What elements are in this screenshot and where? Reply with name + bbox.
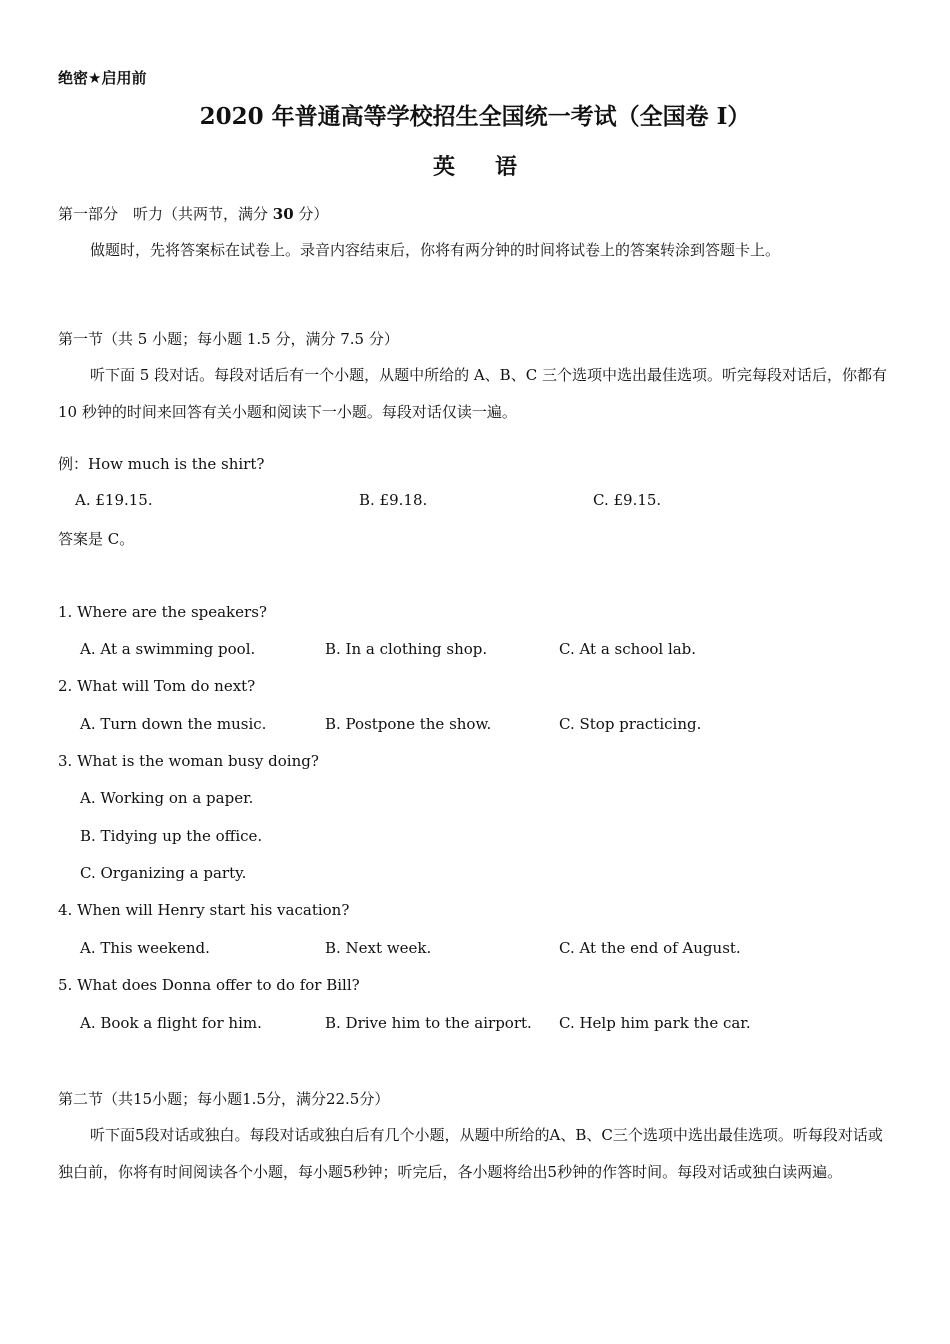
q5-option-c: C. Help him park the car. (559, 1014, 751, 1032)
q3-option-a: A. Working on a paper. (80, 789, 254, 807)
question-1: 1. Where are the speakers? (58, 603, 267, 621)
exam-title: 2020 年普通高等学校招生全国统一考试（全国卷 I） (199, 103, 751, 130)
q4-option-b: B. Next week. (325, 939, 432, 957)
question-2: 2. What will Tom do next? (58, 677, 256, 695)
q4-option-a: A. This weekend. (80, 939, 210, 957)
question-5: 5. What does Donna offer to do for Bill? (58, 976, 360, 994)
part1-heading-prefix: 第一部分 听力（共两节，满分 (58, 205, 273, 223)
part1-instruction: 做题时，先将答案标在试卷上。录音内容结束后，你将有两分钟的时间将试卷上的答案转涂到答题卡上。 (90, 241, 781, 259)
q1-option-a: A. At a swimming pool. (80, 640, 256, 658)
confidential-label: 绝密★启用前 (58, 69, 147, 87)
q1-option-b: B. In a clothing shop. (325, 640, 488, 658)
example-question: 例：How much is the shirt? (58, 455, 265, 473)
part1-heading-score: 30 (272, 205, 294, 223)
q3-option-c: C. Organizing a party. (80, 864, 247, 882)
q4-option-c: C. At the end of August. (559, 939, 741, 957)
part1-heading-suffix: 分） (293, 205, 329, 223)
example-answer: 答案是 C。 (58, 530, 135, 548)
part1-heading (58, 203, 328, 224)
example-option-b: B. £9.18. (359, 491, 428, 509)
section1-heading: 第一节（共 5 小题；每小题 1.5 分，满分 7.5 分） (58, 330, 399, 348)
question-4: 4. When will Henry start his vacation? (58, 901, 350, 919)
q2-option-b: B. Postpone the show. (325, 715, 492, 733)
q1-option-c: C. At a school lab. (559, 640, 697, 658)
section2-heading: 第二节（共15小题；每小题1.5分，满分22.5分） (58, 1090, 390, 1108)
q2-option-c: C. Stop practicing. (559, 715, 702, 733)
subject-title: 英语 (432, 154, 557, 180)
section2-instruction: 听下面5段对话或独白。每段对话或独白后有几个小题，从题中所给的A、B、C三个选项中选出最佳选项。听每段对话或独白前，你将有时间阅读各个小题，每小题5秒钟；听完后，各小题将给出5秒钟的作答时间。每段对话或独白读两遍。 (58, 1126, 883, 1181)
section1-instruction: 听下面 5 段对话。每段对话后有一个小题，从题中所给的 A、B、C 三个选项中选出最佳选项。听完每段对话后，你都有 10 秒钟的时间来回答有关小题和阅读下一小题。每段对话仅读一遍。 (58, 366, 887, 421)
example-option-c: C. £9.15. (593, 491, 662, 509)
example-option-a: A. £19.15. (75, 491, 153, 509)
question-3: 3. What is the woman busy doing? (58, 752, 319, 770)
q5-option-b: B. Drive him to the airport. (325, 1014, 532, 1032)
q3-option-b: B. Tidying up the office. (80, 827, 263, 845)
q5-option-a: A. Book a flight for him. (80, 1014, 262, 1032)
q2-option-a: A. Turn down the music. (80, 715, 267, 733)
